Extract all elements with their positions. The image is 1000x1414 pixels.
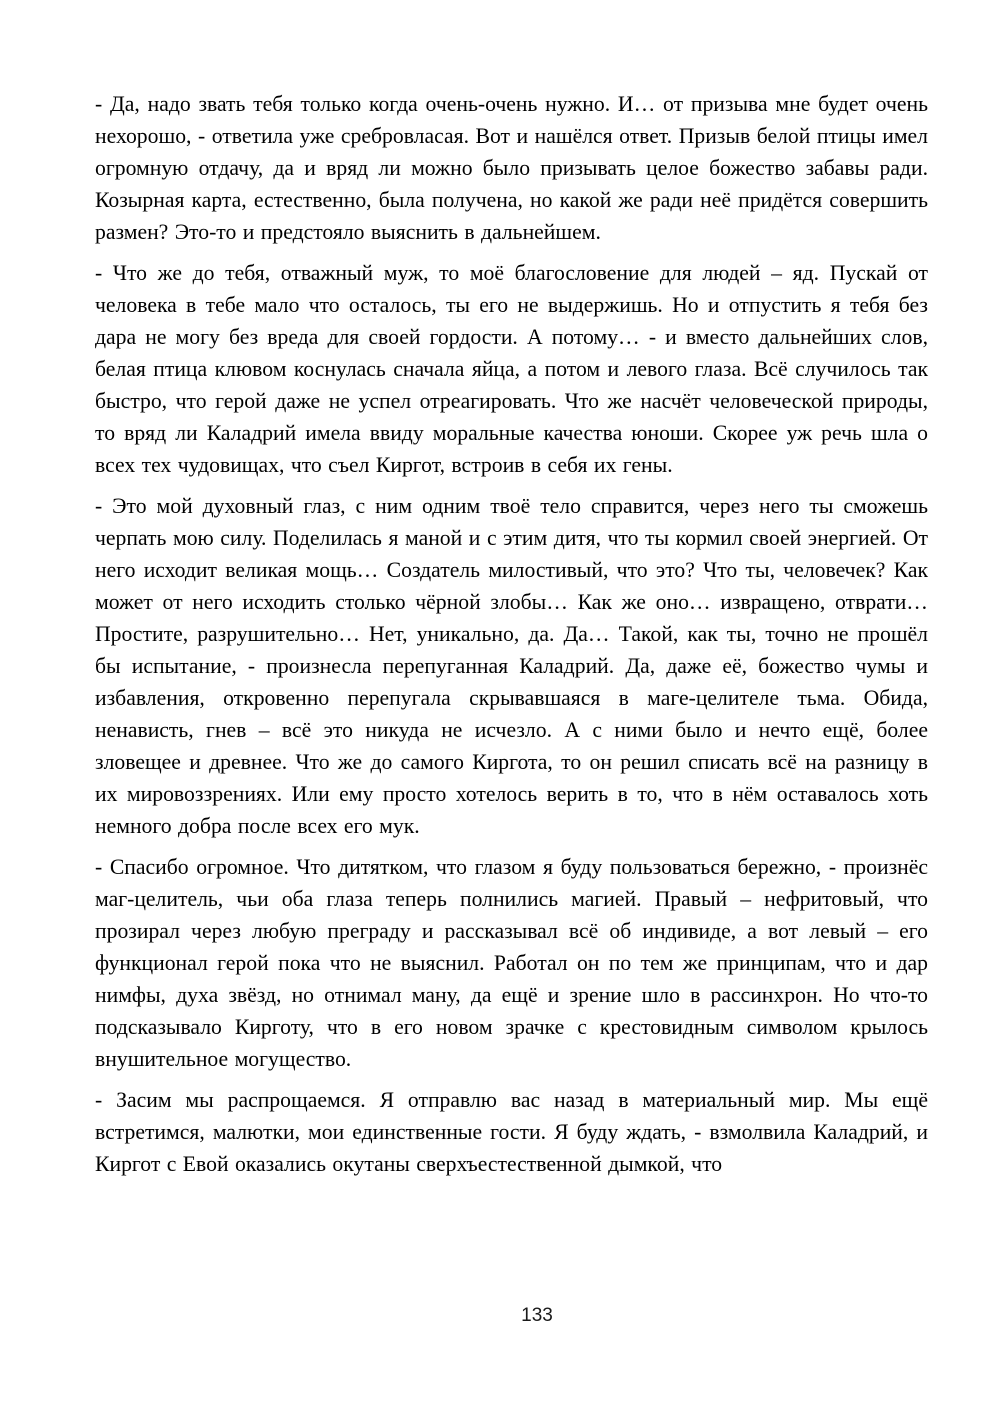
paragraph-1: - Да, надо звать тебя только когда очень-очень нужно. И… от призыва мне будет очень нехорошо, - ответила уже сребровласая. Вот и нашёлся ответ. Призыв белой птицы имел огромную отдачу, да и вряд ли можно было призывать целое божество забавы ради. Козырная карта, естественно, была получена, но какой же ради неё придётся совершить размен? Это-то и предстояло выяснить в дальнейшем. xyxy=(95,92,928,244)
page-number: 133 xyxy=(521,1305,553,1326)
text-block xyxy=(95,88,928,1180)
paragraph-4: - Спасибо огромное. Что дитятком, что глазом я буду пользоваться бережно, - произнёс маг-целитель, чьи оба глаза теперь полнились магией. Правый – нефритовый, что прозирал через любую преграду и рассказывал всё об индивиде, а вот левый – его функционал герой пока что не выяснил. Работал он по тем же принципам, что и дар нимфы, духа звёзд, но отнимал ману, да ещё и зрение шло в рассинхрон. Но что-то подсказывало Кирготу, что в его новом зрачке с крестовидным символом крылось внушительное могущество. xyxy=(95,855,928,1071)
paragraph-3: - Это мой духовный глаз, с ним одним твоё тело справится, через него ты сможешь черпать мою силу. Поделилась я маной и с этим дитя, что ты кормил своей энергией. От него исходит великая мощь… Создатель милостивый, что это? Что ты, человечек? Как может от него исходить столько чёрной злобы… Как же оно… извращено, отврати… Простите, разрушительно… Нет, уникально, да. Да… Такой, как ты, точно не прошёл бы испытание, - произнесла перепуганная Каладрий. Да, даже её, божество чумы и избавления, откровенно перепугала скрывавшаяся в маге-целителе тьма. Обида, ненависть, гнев – всё это никуда не исчезло. А с ними было и нечто ещё, более зловещее и древнее. Что же до самого Киргота, то он решил списать всё на разницу в их мировоззрениях. Или ему просто хотелось верить в то, что в нём оставалось хоть немного добра после всех его мук. xyxy=(95,494,928,838)
paragraph-5: - Засим мы распрощаемся. Я отправлю вас назад в материальный мир. Мы ещё встретимся, малютки, мои единственные гости. Я буду ждать, - взмолвила Каладрий, и Киргот с Евой оказались окутаны сверхъестественной дымкой, что xyxy=(95,1088,928,1176)
paragraph-2: - Что же до тебя, отважный муж, то моё благословение для людей – яд. Пускай от человека в тебе мало что осталось, ты его не выдержишь. Но и отпустить я тебя без дара не могу без вреда для своей гордости. А потому… - и вместо дальнейших слов, белая птица клювом коснулась сначала яйца, а потом и левого глаза. Всё случилось так быстро, что герой даже не успел отреагировать. Что же насчёт человеческой природы, то вряд ли Каладрий имела ввиду моральные качества юноши. Скорее уж речь шла о всех тех чудовищах, что съел Киргот, встроив в себя их гены. xyxy=(95,261,928,477)
